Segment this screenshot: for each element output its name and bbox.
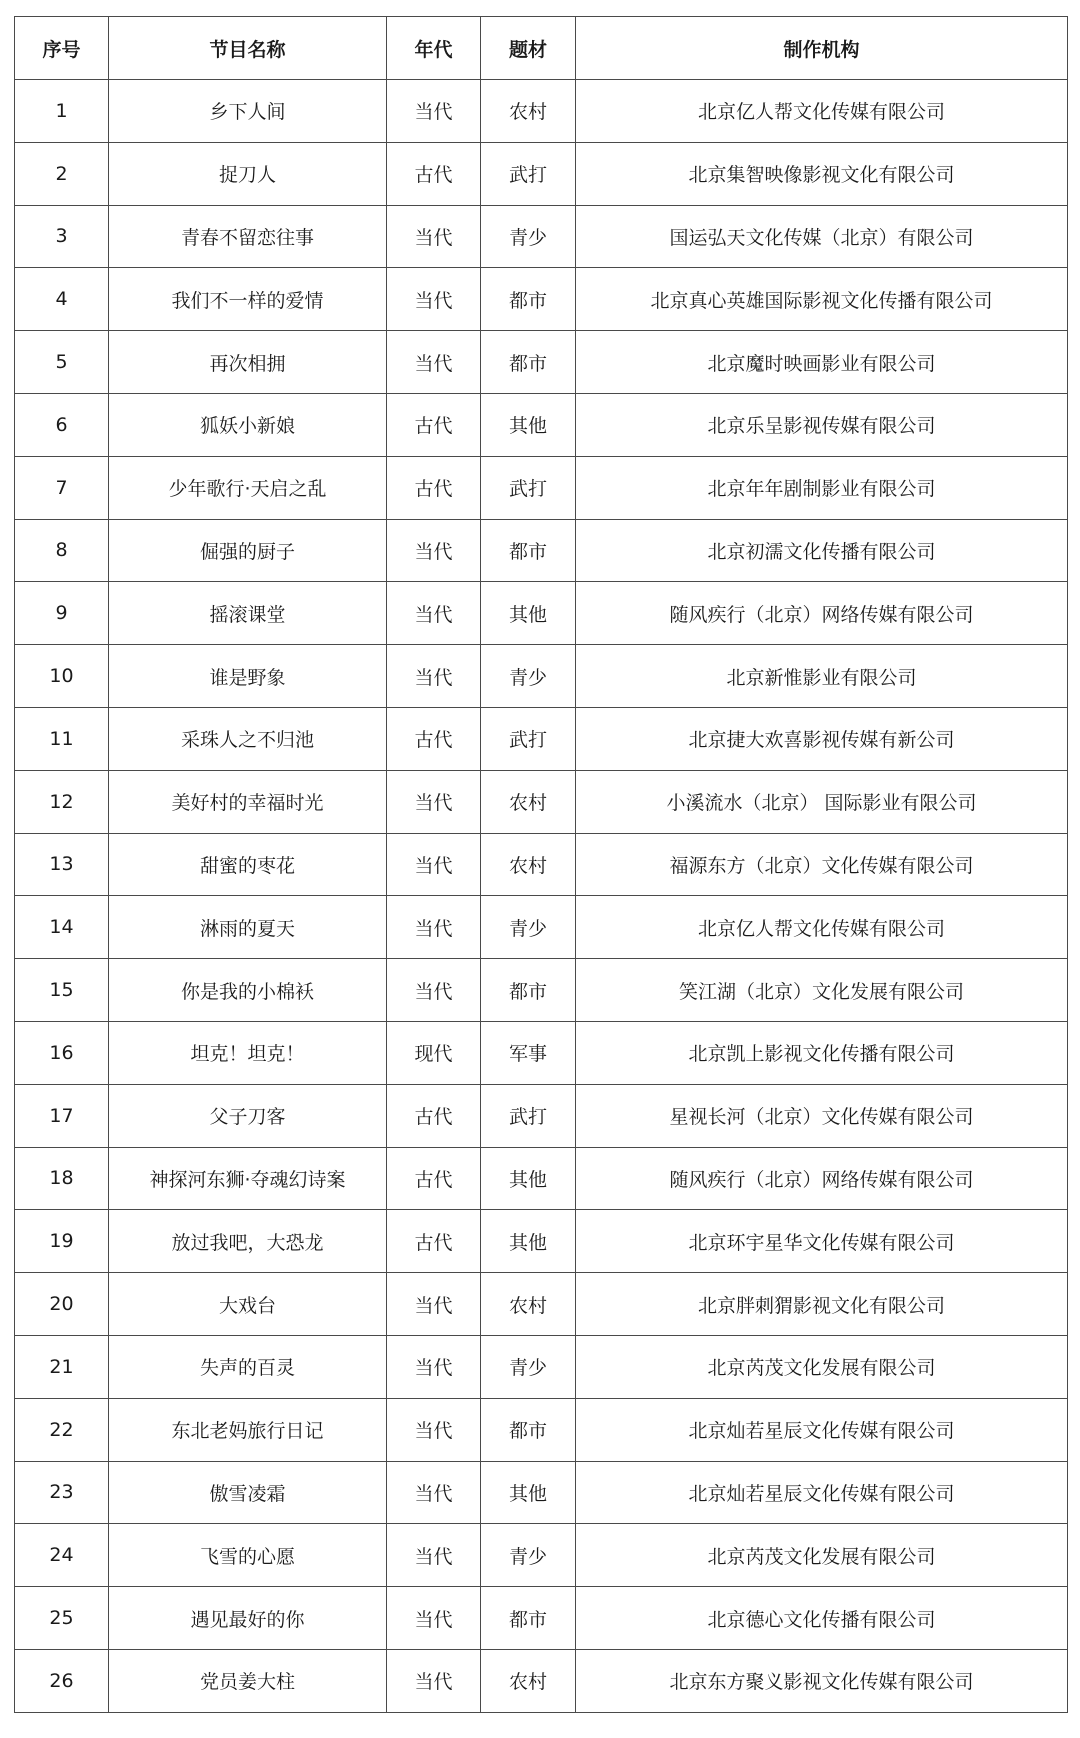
table-row — [15, 1587, 1068, 1650]
cell-name: 倔强的厨子 — [109, 519, 387, 582]
cell-era: 古代 — [387, 393, 481, 456]
table-row — [15, 331, 1068, 394]
cell-era: 当代 — [387, 1649, 481, 1712]
cell-era: 古代 — [387, 142, 481, 205]
cell-theme: 军事 — [481, 1021, 576, 1084]
cell-name: 谁是野象 — [109, 645, 387, 708]
cell-era: 当代 — [387, 1335, 481, 1398]
cell-num: 4 — [15, 268, 109, 331]
cell-name: 神探河东狮·夺魂幻诗案 — [109, 1147, 387, 1210]
table-row — [15, 80, 1068, 143]
cell-name: 我们不一样的爱情 — [109, 268, 387, 331]
cell-theme: 武打 — [481, 707, 576, 770]
cell-org: 北京魔时映画影业有限公司 — [576, 331, 1068, 394]
table-row — [15, 896, 1068, 959]
cell-theme: 都市 — [481, 268, 576, 331]
table-header-row — [15, 17, 1068, 80]
cell-theme: 其他 — [481, 1210, 576, 1273]
cell-theme: 武打 — [481, 1084, 576, 1147]
cell-era: 古代 — [387, 1084, 481, 1147]
table-row — [15, 1084, 1068, 1147]
cell-name: 放过我吧，大恐龙 — [109, 1210, 387, 1273]
cell-num: 2 — [15, 142, 109, 205]
cell-theme: 农村 — [481, 80, 576, 143]
cell-name: 摇滚课堂 — [109, 582, 387, 645]
cell-name: 乡下人间 — [109, 80, 387, 143]
cell-org: 小溪流水（北京） 国际影业有限公司 — [576, 770, 1068, 833]
cell-theme: 其他 — [481, 1461, 576, 1524]
table-row — [15, 1147, 1068, 1210]
cell-num: 15 — [15, 959, 109, 1022]
table-row — [15, 1649, 1068, 1712]
table-row — [15, 707, 1068, 770]
cell-org: 北京新惟影业有限公司 — [576, 645, 1068, 708]
table-row — [15, 142, 1068, 205]
cell-org: 北京胖刺猬影视文化有限公司 — [576, 1273, 1068, 1336]
cell-org: 北京灿若星辰文化传媒有限公司 — [576, 1398, 1068, 1461]
cell-name: 甜蜜的枣花 — [109, 833, 387, 896]
table-row — [15, 393, 1068, 456]
cell-name: 你是我的小棉袄 — [109, 959, 387, 1022]
cell-era: 当代 — [387, 833, 481, 896]
cell-num: 3 — [15, 205, 109, 268]
cell-org: 北京芮茂文化发展有限公司 — [576, 1524, 1068, 1587]
cell-name: 采珠人之不归池 — [109, 707, 387, 770]
cell-name: 少年歌行·天启之乱 — [109, 456, 387, 519]
cell-era: 当代 — [387, 519, 481, 582]
cell-name: 青春不留恋往事 — [109, 205, 387, 268]
cell-num: 14 — [15, 896, 109, 959]
cell-era: 当代 — [387, 896, 481, 959]
cell-theme: 农村 — [481, 1273, 576, 1336]
cell-era: 当代 — [387, 1398, 481, 1461]
cell-theme: 其他 — [481, 393, 576, 456]
cell-era: 当代 — [387, 1524, 481, 1587]
header-org: 制作机构 — [576, 17, 1068, 80]
cell-num: 9 — [15, 582, 109, 645]
cell-era: 古代 — [387, 707, 481, 770]
cell-num: 12 — [15, 770, 109, 833]
cell-org: 北京捷大欢喜影视传媒有新公司 — [576, 707, 1068, 770]
cell-era: 现代 — [387, 1021, 481, 1084]
cell-num: 19 — [15, 1210, 109, 1273]
cell-num: 7 — [15, 456, 109, 519]
header-num: 序号 — [15, 17, 109, 80]
cell-theme: 农村 — [481, 833, 576, 896]
cell-num: 17 — [15, 1084, 109, 1147]
cell-num: 10 — [15, 645, 109, 708]
table-row — [15, 205, 1068, 268]
cell-org: 北京芮茂文化发展有限公司 — [576, 1335, 1068, 1398]
cell-org: 北京年年剧制影业有限公司 — [576, 456, 1068, 519]
cell-era: 当代 — [387, 205, 481, 268]
cell-num: 22 — [15, 1398, 109, 1461]
cell-num: 1 — [15, 80, 109, 143]
table-row — [15, 519, 1068, 582]
cell-theme: 都市 — [481, 1587, 576, 1650]
cell-theme: 农村 — [481, 1649, 576, 1712]
cell-org: 北京亿人帮文化传媒有限公司 — [576, 80, 1068, 143]
cell-theme: 武打 — [481, 456, 576, 519]
cell-era: 当代 — [387, 1587, 481, 1650]
cell-era: 当代 — [387, 1461, 481, 1524]
table-body — [15, 80, 1068, 1713]
program-table — [14, 16, 1068, 1713]
cell-theme: 青少 — [481, 896, 576, 959]
cell-num: 6 — [15, 393, 109, 456]
header-theme: 题材 — [481, 17, 576, 80]
cell-era: 当代 — [387, 645, 481, 708]
cell-theme: 农村 — [481, 770, 576, 833]
cell-era: 当代 — [387, 582, 481, 645]
cell-num: 18 — [15, 1147, 109, 1210]
cell-name: 捉刀人 — [109, 142, 387, 205]
table-row — [15, 1273, 1068, 1336]
table-row — [15, 1021, 1068, 1084]
cell-name: 东北老妈旅行日记 — [109, 1398, 387, 1461]
cell-num: 25 — [15, 1587, 109, 1650]
cell-era: 古代 — [387, 456, 481, 519]
cell-org: 国运弘天文化传媒（北京）有限公司 — [576, 205, 1068, 268]
cell-name: 父子刀客 — [109, 1084, 387, 1147]
cell-name: 大戏台 — [109, 1273, 387, 1336]
cell-name: 再次相拥 — [109, 331, 387, 394]
table-row — [15, 1210, 1068, 1273]
cell-name: 美好村的幸福时光 — [109, 770, 387, 833]
cell-theme: 都市 — [481, 519, 576, 582]
cell-name: 坦克！坦克！ — [109, 1021, 387, 1084]
cell-num: 8 — [15, 519, 109, 582]
cell-name: 遇见最好的你 — [109, 1587, 387, 1650]
cell-theme: 都市 — [481, 1398, 576, 1461]
cell-theme: 武打 — [481, 142, 576, 205]
cell-org: 北京德心文化传播有限公司 — [576, 1587, 1068, 1650]
cell-era: 古代 — [387, 1147, 481, 1210]
cell-era: 古代 — [387, 1210, 481, 1273]
cell-org: 笑江湖（北京）文化发展有限公司 — [576, 959, 1068, 1022]
cell-org: 北京初濡文化传播有限公司 — [576, 519, 1068, 582]
cell-name: 失声的百灵 — [109, 1335, 387, 1398]
cell-num: 11 — [15, 707, 109, 770]
cell-era: 当代 — [387, 331, 481, 394]
cell-org: 北京乐呈影视传媒有限公司 — [576, 393, 1068, 456]
cell-theme: 青少 — [481, 1524, 576, 1587]
cell-org: 随风疾行（北京）网络传媒有限公司 — [576, 1147, 1068, 1210]
cell-org: 北京环宇星华文化传媒有限公司 — [576, 1210, 1068, 1273]
cell-theme: 其他 — [481, 1147, 576, 1210]
cell-name: 党员姜大柱 — [109, 1649, 387, 1712]
table-row — [15, 959, 1068, 1022]
cell-era: 当代 — [387, 80, 481, 143]
cell-theme: 都市 — [481, 331, 576, 394]
cell-theme: 青少 — [481, 1335, 576, 1398]
cell-era: 当代 — [387, 959, 481, 1022]
cell-org: 北京灿若星辰文化传媒有限公司 — [576, 1461, 1068, 1524]
cell-num: 5 — [15, 331, 109, 394]
cell-theme: 青少 — [481, 205, 576, 268]
cell-name: 淋雨的夏天 — [109, 896, 387, 959]
header-era: 年代 — [387, 17, 481, 80]
table-row — [15, 770, 1068, 833]
header-name: 节目名称 — [109, 17, 387, 80]
cell-org: 随风疾行（北京）网络传媒有限公司 — [576, 582, 1068, 645]
cell-name: 飞雪的心愿 — [109, 1524, 387, 1587]
cell-num: 16 — [15, 1021, 109, 1084]
table-row — [15, 1524, 1068, 1587]
cell-theme: 都市 — [481, 959, 576, 1022]
cell-era: 当代 — [387, 268, 481, 331]
cell-num: 13 — [15, 833, 109, 896]
cell-org: 北京集智映像影视文化有限公司 — [576, 142, 1068, 205]
cell-org: 星视长河（北京）文化传媒有限公司 — [576, 1084, 1068, 1147]
cell-theme: 青少 — [481, 645, 576, 708]
cell-org: 北京东方聚义影视文化传媒有限公司 — [576, 1649, 1068, 1712]
cell-num: 23 — [15, 1461, 109, 1524]
table-row — [15, 1335, 1068, 1398]
cell-era: 当代 — [387, 770, 481, 833]
cell-org: 福源东方（北京）文化传媒有限公司 — [576, 833, 1068, 896]
cell-num: 21 — [15, 1335, 109, 1398]
cell-name: 傲雪凌霜 — [109, 1461, 387, 1524]
cell-org: 北京亿人帮文化传媒有限公司 — [576, 896, 1068, 959]
table-row — [15, 456, 1068, 519]
cell-org: 北京凯上影视文化传播有限公司 — [576, 1021, 1068, 1084]
table-row — [15, 1398, 1068, 1461]
table-row — [15, 268, 1068, 331]
table-row — [15, 1461, 1068, 1524]
table-row — [15, 833, 1068, 896]
cell-era: 当代 — [387, 1273, 481, 1336]
cell-num: 24 — [15, 1524, 109, 1587]
table-row — [15, 645, 1068, 708]
cell-num: 26 — [15, 1649, 109, 1712]
cell-theme: 其他 — [481, 582, 576, 645]
cell-org: 北京真心英雄国际影视文化传播有限公司 — [576, 268, 1068, 331]
table-row — [15, 582, 1068, 645]
cell-num: 20 — [15, 1273, 109, 1336]
cell-name: 狐妖小新娘 — [109, 393, 387, 456]
